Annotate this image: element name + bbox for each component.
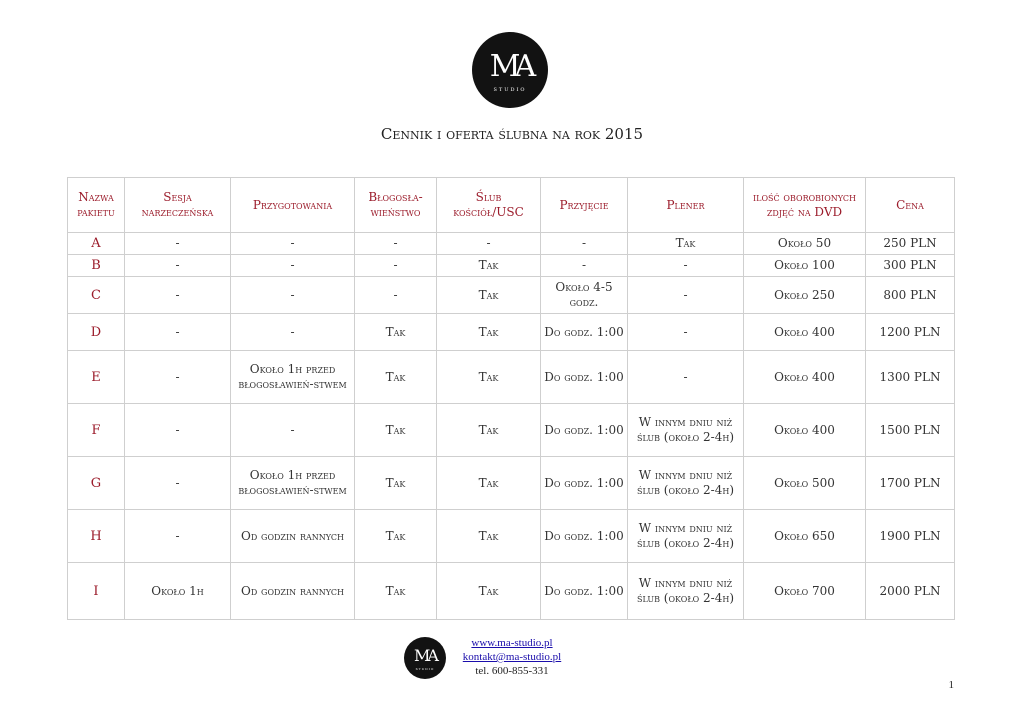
table-cell: -	[437, 233, 541, 255]
table-cell: 300 PLN	[866, 255, 955, 277]
logo-subtitle: STUDIO	[493, 86, 527, 93]
table-row	[68, 563, 955, 620]
table-cell: 1200 PLN	[866, 314, 955, 351]
table-cell: W innym dniu niż ślub (około 2-4h)	[628, 457, 744, 510]
package-name-cell: G	[68, 457, 125, 510]
table-cell: Tak	[437, 314, 541, 351]
package-name-cell: F	[68, 404, 125, 457]
header-engagement-session: Sesja narzeczeńska	[125, 178, 231, 233]
table-cell: Do godz. 1:00	[541, 404, 628, 457]
table-row	[68, 404, 955, 457]
table-cell: Około 1h przed błogosławień-stwem	[231, 351, 355, 404]
price-table	[67, 177, 955, 620]
page-title: Cennik i oferta ślubna na rok 2015	[380, 125, 644, 143]
table-cell: -	[231, 404, 355, 457]
table-cell: -	[355, 255, 437, 277]
package-name-cell: A	[68, 233, 125, 255]
table-cell: Do godz. 1:00	[541, 563, 628, 620]
table-cell: -	[125, 314, 231, 351]
table-cell: 2000 PLN	[866, 563, 955, 620]
header-package: Nazwa pakietu	[68, 178, 125, 233]
table-cell: -	[231, 314, 355, 351]
email-link[interactable]: kontakt@ma-studio.pl	[462, 651, 562, 663]
table-cell: Około 250	[744, 277, 866, 314]
table-cell: Tak	[437, 563, 541, 620]
table-cell: Około 650	[744, 510, 866, 563]
table-cell: Tak	[355, 457, 437, 510]
table-cell: Do godz. 1:00	[541, 510, 628, 563]
header-ceremony: Ślub kościół/USC	[437, 178, 541, 233]
table-cell: Tak	[355, 404, 437, 457]
logo-mark: MA	[489, 48, 531, 84]
table-cell: -	[231, 277, 355, 314]
table-cell: Około 400	[744, 351, 866, 404]
studio-logo	[472, 32, 548, 108]
table-cell: -	[125, 255, 231, 277]
header-photo-count: ilość oborobionych zdjęć na DVD	[744, 178, 866, 233]
table-cell: Tak	[355, 351, 437, 404]
table-cell: -	[628, 255, 744, 277]
table-cell: -	[355, 277, 437, 314]
table-row	[68, 314, 955, 351]
header-reception: Przyjęcie	[541, 178, 628, 233]
table-cell: -	[541, 255, 628, 277]
table-cell: -	[125, 510, 231, 563]
footer-logo	[404, 637, 446, 679]
table-cell: -	[125, 351, 231, 404]
table-cell: Do godz. 1:00	[541, 314, 628, 351]
header-outdoor-session: Plener	[628, 178, 744, 233]
table-cell: Około 1h	[125, 563, 231, 620]
website-link[interactable]: www.ma-studio.pl	[471, 637, 553, 649]
table-cell: -	[125, 457, 231, 510]
table-row	[68, 255, 955, 277]
table-cell: -	[628, 351, 744, 404]
table-row	[68, 510, 955, 563]
header-preparations: Przygotowania	[231, 178, 355, 233]
table-cell: -	[231, 233, 355, 255]
package-name-cell: B	[68, 255, 125, 277]
table-cell: W innym dniu niż ślub (około 2-4h)	[628, 563, 744, 620]
table-cell: -	[628, 277, 744, 314]
table-cell: Tak	[437, 404, 541, 457]
table-cell: -	[125, 404, 231, 457]
table-cell: -	[628, 314, 744, 351]
table-cell: Tak	[437, 510, 541, 563]
table-cell: Około 400	[744, 314, 866, 351]
table-cell: 250 PLN	[866, 233, 955, 255]
package-name-cell: E	[68, 351, 125, 404]
table-cell: 1500 PLN	[866, 404, 955, 457]
table-row	[68, 233, 955, 255]
table-cell: Tak	[437, 277, 541, 314]
table-cell: Około 400	[744, 404, 866, 457]
table-cell: Tak	[355, 563, 437, 620]
table-cell: Tak	[355, 314, 437, 351]
header-price: Cena	[866, 178, 955, 233]
page-number: 1	[948, 679, 954, 691]
table-row	[68, 277, 955, 314]
table-cell: Około 100	[744, 255, 866, 277]
table-cell: -	[125, 233, 231, 255]
footer-logo-mark: MA	[414, 645, 436, 665]
table-cell: -	[541, 233, 628, 255]
table-cell: 1700 PLN	[866, 457, 955, 510]
table-cell: Tak	[437, 255, 541, 277]
table-cell: Około 1h przed błogosławień-stwem	[231, 457, 355, 510]
table-cell: 1300 PLN	[866, 351, 955, 404]
header-blessing: Błogosła-wieństwo	[355, 178, 437, 233]
table-cell: Tak	[437, 351, 541, 404]
table-row	[68, 457, 955, 510]
table-cell: Około 50	[744, 233, 866, 255]
table-header-row	[68, 178, 955, 233]
package-name-cell: I	[68, 563, 125, 620]
table-cell: W innym dniu niż ślub (około 2-4h)	[628, 404, 744, 457]
package-name-cell: C	[68, 277, 125, 314]
table-cell: Od godzin rannych	[231, 563, 355, 620]
table-cell: Tak	[355, 510, 437, 563]
table-cell: Około 500	[744, 457, 866, 510]
contact-block	[452, 636, 572, 678]
table-cell: Tak	[628, 233, 744, 255]
footer-logo-subtitle: STUDIO	[415, 666, 435, 671]
table-cell: Około 4-5 godz.	[541, 277, 628, 314]
package-name-cell: D	[68, 314, 125, 351]
table-cell: Od godzin rannych	[231, 510, 355, 563]
table-cell: Około 700	[744, 563, 866, 620]
table-cell: -	[125, 277, 231, 314]
table-cell: -	[355, 233, 437, 255]
table-cell: 1900 PLN	[866, 510, 955, 563]
table-cell: Do godz. 1:00	[541, 457, 628, 510]
phone-number: tel. 600-855-331	[475, 665, 549, 677]
table-cell: W innym dniu niż ślub (około 2-4h)	[628, 510, 744, 563]
table-cell: Do godz. 1:00	[541, 351, 628, 404]
table-cell: -	[231, 255, 355, 277]
package-name-cell: H	[68, 510, 125, 563]
table-cell: Tak	[437, 457, 541, 510]
table-row	[68, 351, 955, 404]
table-cell: 800 PLN	[866, 277, 955, 314]
